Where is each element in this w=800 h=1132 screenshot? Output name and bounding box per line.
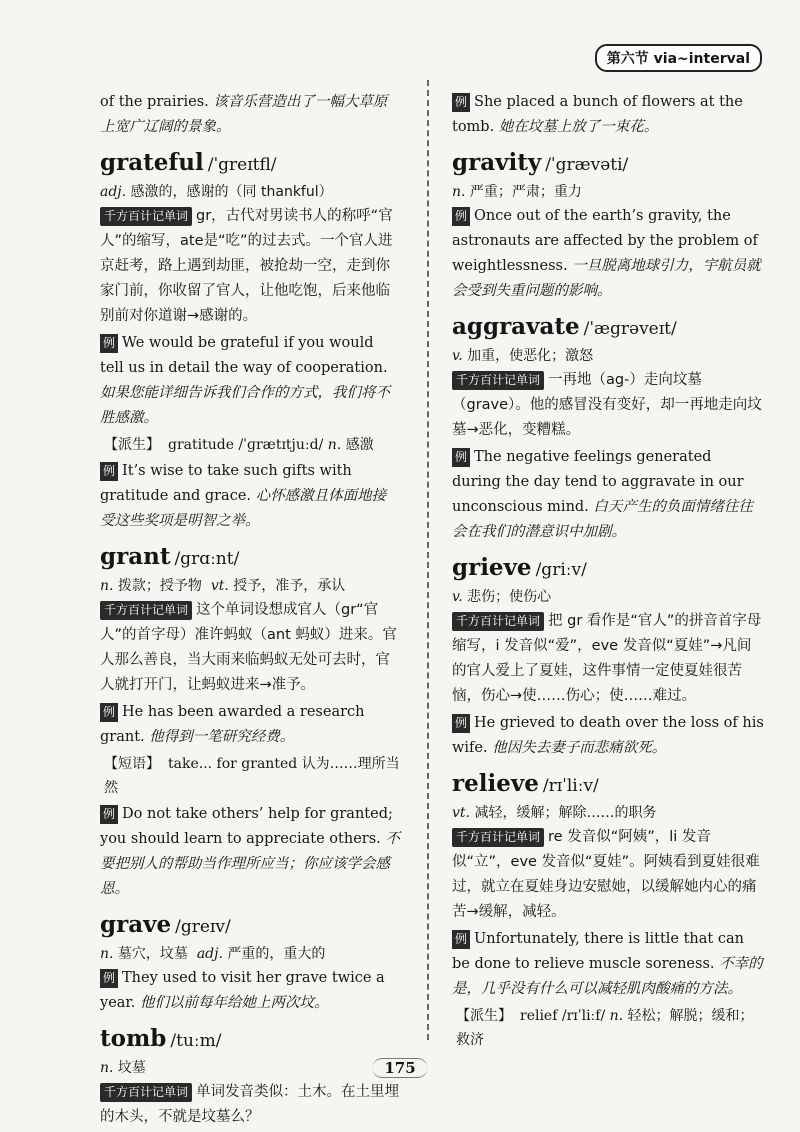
memory-tip [100,1080,400,1130]
memory-badge: 千方百计记单词 [100,601,192,620]
phonetic: /ˈgrævəti/ [545,155,629,175]
phrase-label: 【短语】 [104,756,160,772]
entry-gravity [452,148,764,304]
example-cn: 他们以前每年给她上两次坟。 [139,995,329,1011]
memory-badge: 千方百计记单词 [452,828,544,847]
meaning: 减轻，缓解；解除……的职务 [474,805,657,821]
example-cn: 心怀感激且体面地接受这些奖项是明智之举。 [100,488,387,529]
memory-text: 这个单词设想成官人（gr“官人”的首字母）准许蚂蚁（ant 蚂蚁）进来。官人那么善良，当大雨来临蚂蚁无处可去时，官人就打开门，让蚂蚁进来→准予。 [100,602,397,693]
memory-tip [100,204,400,329]
example-badge: 例 [452,93,470,112]
entry-grant [100,542,400,902]
meaning: 墓穴，坟墓 [117,946,188,962]
pos: n. [100,1060,114,1076]
word: aggravate [452,313,580,340]
memory-tip [452,368,764,443]
memory-text: re 发音似“阿姨”，li 发音似“立”，eve 发音似“夏娃”。阿姨看到夏娃很难过，就立在夏娃身边安慰她，以缓解她内心的痛苦→缓解，减轻。 [452,829,760,920]
example-cn: 一旦脱离地球引力，宇航员就会受到失重问题的影响。 [452,258,761,299]
example-en: She placed a bunch of flowers at the tomb. [452,94,743,135]
example-badge: 例 [100,805,118,824]
example-cn: 不幸的是，几乎没有什么可以减轻肌肉酸痛的方法。 [452,956,763,997]
word: relieve [452,770,539,797]
column-divider [427,80,429,1040]
headword [100,1024,400,1056]
entry-tomb [100,1024,400,1130]
derivative-word: relief [520,1008,558,1024]
example-badge: 例 [452,448,470,467]
meaning: 悲伤；使伤心 [467,589,552,605]
pos: n. [100,946,114,962]
example [100,331,400,431]
meaning: 授予，准予，承认 [233,578,346,594]
memory-text: 单词发音类似：土木。在土里埋的木头，不就是坟墓么？ [100,1084,400,1125]
definition [452,344,764,368]
word: gravity [452,149,542,176]
example-cn: 如果您能详细告诉我们合作的方式，我们将不胜感激。 [100,385,390,426]
headword [100,148,400,180]
meaning: 严重的，重大的 [227,946,326,962]
phonetic: /rɪˈliːv/ [542,776,599,796]
definition [452,585,764,609]
phrase [100,752,400,800]
example [100,700,400,750]
entry-aggravate [452,312,764,545]
example-badge: 例 [100,462,118,481]
word: grant [100,543,171,570]
example-en: Once out of the earth’s gravity, the astronauts are affected by the problem of weightlessness. [452,208,758,274]
example-en: He has been awarded a research grant. [100,704,365,745]
derivative-label: 【派生】 [456,1008,512,1024]
memory-tip [452,825,764,925]
definition [100,942,400,966]
phrase-text: take... for granted 认为……理所当然 [104,756,400,796]
memory-tip [452,609,764,709]
memory-badge: 千方百计记单词 [100,1083,192,1102]
memory-badge: 千方百计记单词 [100,207,192,226]
definition [452,180,764,204]
definition [100,574,400,598]
example-cn: 不要把别人的帮助当作理所应当；你应该学会感恩。 [100,831,400,897]
pos: adj. [100,184,127,200]
headword [100,542,400,574]
derivative-phonetic: /ˈɡrætɪtjuːd/ [238,437,324,453]
headword [452,553,764,585]
memory-text: 把 gr 看作是“官人”的拼音首字母缩写，i 发音似“爱”，eve 发音似“夏娃”→凡间的官人爱上了夏娃，这件事情一定使夏娃很苦恼，伤心→使……伤心；使……难过。 [452,613,762,704]
derivative-word: gratitude [168,437,234,453]
example-en: We would be grateful if you would tell us in detail the way of cooperation. [100,335,388,376]
example-en: He grieved to death over the loss of his wife. [452,715,764,756]
derivative-meaning: 感激 [345,437,374,453]
phonetic: /ˈægrəveɪt/ [583,319,677,339]
example [452,90,764,140]
derivative [100,433,400,457]
definition [452,801,764,825]
example-en: They used to visit her grave twice a year. [100,970,385,1011]
memory-badge: 千方百计记单词 [452,612,544,631]
headword [100,910,400,942]
definition [100,1056,400,1080]
entry-grateful [100,148,400,534]
example-en: Unfortunately, there is little that can be done to relieve muscle soreness. [452,931,744,972]
example-cn: 他因失去妻子而悲痛欲死。 [492,740,667,756]
meaning: 加重，使恶化；激怒 [467,348,594,364]
example-badge: 例 [452,930,470,949]
pos: vt. [210,578,229,594]
memory-badge: 千方百计记单词 [452,371,544,390]
entry-grieve [452,553,764,761]
pos: vt. [452,805,470,821]
memory-tip [100,598,400,698]
pos: n. [100,578,114,594]
word: grave [100,911,172,938]
meaning: 拨款；授予物 [117,578,202,594]
derivative [452,1004,764,1052]
example-badge: 例 [452,207,470,226]
intro-cn: 该音乐营造出了一幅大草原上宽广辽阔的景象。 [100,94,388,135]
phonetic: /greɪv/ [175,917,231,937]
example [452,711,764,761]
example-badge: 例 [100,334,118,353]
example-en: It’s wise to take such gifts with gratitude and grace. [100,463,352,504]
example [452,204,764,304]
headword [452,312,764,344]
example [100,459,400,534]
meaning: 严重；严肃；重力 [469,184,582,200]
phonetic: /grɑːnt/ [174,549,240,569]
phonetic: /griːv/ [535,560,587,580]
derivative-phonetic: /rɪˈliːf/ [561,1008,606,1024]
left-column [100,90,400,1132]
example-cn: 白天产生的负面情绪往往会在我们的潜意识中加剧。 [452,499,753,540]
pos: v. [452,348,463,364]
phonetic: /ˈgreɪtfl/ [207,155,277,175]
definition [100,180,400,204]
example [100,802,400,902]
headword [452,769,764,801]
word: tomb [100,1025,167,1052]
derivative-meaning: 轻松；解脱；缓和；救济 [456,1008,754,1048]
example-badge: 例 [100,703,118,722]
example-cn: 她在坟墓上放了一束花。 [498,119,659,135]
word: grateful [100,149,204,176]
entry-grave [100,910,400,1016]
pos: n. [452,184,466,200]
example-cn: 他得到一笔研究经费。 [149,729,295,745]
page-number: 175 [372,1058,427,1078]
example [100,966,400,1016]
derivative-pos: n. [327,437,342,453]
memory-text: gr，古代对男读书人的称呼“官人”的缩写，ate是“吃”的过去式。一个官人进京赶考，路上遇到劫匪，被抢劫一空，走到你家门前，你收留了官人，让他吃饱，后来他临别前对你道谢→感谢的。 [100,208,393,324]
example-badge: 例 [452,714,470,733]
meaning: 坟墓 [117,1060,146,1076]
example-en: Do not take others’ help for granted; you should learn to appreciate others. [100,806,393,847]
pos: v. [452,589,463,605]
section-header-tag: 第六节 via~interval [595,44,762,72]
example [452,927,764,1002]
meaning: 感激的，感谢的（同 thankful） [130,184,333,200]
example-badge: 例 [100,969,118,988]
entry-relieve [452,769,764,1052]
pos: adj. [196,946,223,962]
intro-paragraph [100,90,400,140]
word: grieve [452,554,532,581]
right-column [452,90,764,1054]
derivative-label: 【派生】 [104,437,160,453]
headword [452,148,764,180]
example-en: The negative feelings generated during the day tend to aggravate in our unconscious mind. [452,449,744,515]
intro-en: of the prairies. [100,94,209,110]
derivative-pos: n. [609,1008,624,1024]
memory-text: 一再地（ag-）走向坟墓（grave）。他的感冒没有变好，却一再地走向坟墓→恶化，变糟糕。 [452,372,762,438]
example [452,445,764,545]
phonetic: /tuːm/ [170,1031,222,1051]
